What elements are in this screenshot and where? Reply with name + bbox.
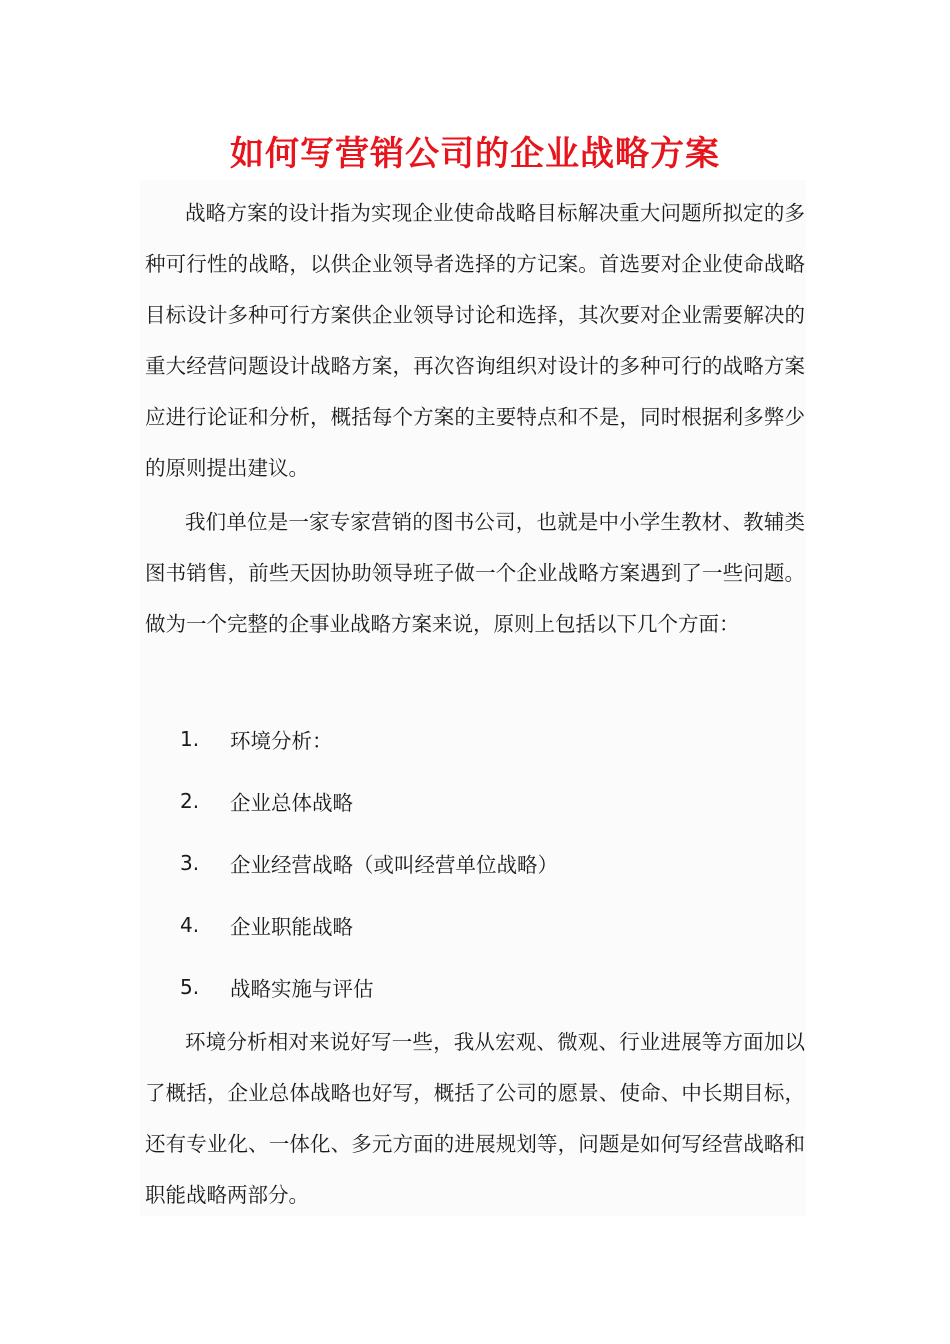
list-item-text: 企业职能战略 [230,915,353,939]
list-item [180,770,558,832]
list-item [180,894,558,956]
list-item-number: 1. [180,727,200,751]
analysis-paragraph: 环境分析相对来说好写一些，我从宏观、微观、行业进展等方面加以了概括，企业总体战略也好写，概括了公司的愿景、使命、中长期目标，还有专业化、一体化、多元方面的进展规划等，问题是如何写经营战略和职能战略两部分。 [145,1030,805,1207]
page-title: 如何写营销公司的企业战略方案 [230,134,720,174]
list-item [180,956,558,1018]
list-item [180,832,558,894]
company-paragraph: 我们单位是一家专家营销的图书公司，也就是中小学生教材、教辅类图书销售，前些天因协助领导班子做一个企业战略方案遇到了一些问题。 做为一个完整的企事业战略方案来说，原则上包括以下几个方面： [145,510,805,636]
list-item-number: 4. [180,913,200,937]
list-item-text: 企业经营战略（或叫经营单位战略） [230,853,558,877]
strategy-aspects-list [180,708,558,1018]
list-item-text: 环境分析： [230,729,333,753]
intro-paragraph: 战略方案的设计指为实现企业使命战略目标解决重大问题所拟定的多种可行性的战略，以供企业领导者选择的方记案。首选要对企业使命战略目标设计多种可行方案供企业领导讨论和选择，其次要对企业需要解决的重大经营问题设计战略方案，再次咨询组织对设计的多种可行的战略方案应进行论证和分析，概括每个方案的主要特点和不是，同时根据利多弊少的原则提出建议。 [145,201,805,480]
list-item [180,708,558,770]
list-item-number: 2. [180,789,200,813]
list-item-text: 战略实施与评估 [230,977,374,1001]
list-item-number: 5. [180,975,200,999]
list-item-text: 企业总体战略 [230,791,353,815]
list-item-number: 3. [180,851,200,875]
